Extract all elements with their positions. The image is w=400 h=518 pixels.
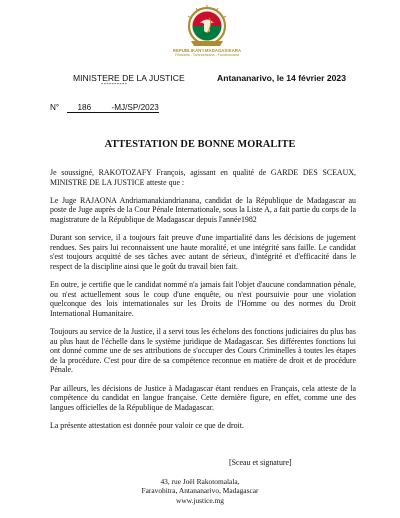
republic-motto: Fitiavana - Tanindrazana - Fandrosoana	[175, 53, 239, 57]
paragraph: Je soussigné, RAKOTOZAFY François, agissant en qualité de GARDE DES SCEAUX, MINISTRE DE LA JUSTICE atteste que :	[50, 168, 356, 187]
paragraph: La présente attestation est donnée pour valoir ce que de droit.	[50, 421, 244, 431]
paragraph: Durant son service, il a toujours fait preuve d'une impartialité dans les décisions de jugement rendues. Ses pairs lui reconnaissent une haute moralité, et une intégrité sans faille. Le candidat s'est toujours acquitté de ses tâches avec autant de sérieux, d'intégrité et d'efficacité dans le respect de la discipline ainsi que le goût du travail bien fait.	[50, 233, 356, 271]
letter-header	[0, 73, 400, 87]
seal-and-signature: [Sceau et signature]	[229, 458, 292, 467]
address-line-1: 43, rue Joël Rakotomalala,	[160, 477, 240, 486]
republic-name: REPUBLIKAN'I MADAGASIKARA	[172, 48, 242, 53]
paragraph: Toujours au service de la Justice, il a servi tous les échelons des fonctions judiciaires du plus bas au plus haut de l'échelle dans le système juridique de Madagascar. Ses différentes fonctions lui ont donné comme une de ses attributions de s'occuper des Cours Criminelles à toutes les étapes de la procédure. C'est pour dire de sa compétence reconnue en matière de droit et de procédure Pénale.	[50, 327, 356, 375]
ministry-underline: ----------	[101, 81, 128, 88]
address-line-2: Faravohitra, Antananarivo, Madagascar	[141, 486, 259, 496]
letter-footer	[0, 477, 400, 505]
reference-prefix: N°	[50, 103, 60, 112]
paragraph: Par ailleurs, les décisions de Justice à Madagascar étant rendues en Français, cela atteste de la compétence du candidat en langue française. Cette dernière figure, en effet, comme une des langues officielles de la République de Madagascar.	[50, 383, 356, 412]
paragraph: En outre, je certifie que le candidat nommé n'a jamais fait l'objet d'aucune condamnation pénale, ou n'est actuellement sous le coup d'une enquête, ou n'est poursuivie pour une violation quelconque des lois internationales sur les Droits de l'Homme ou des normes du Droit International Humanitaire.	[50, 280, 356, 318]
attestation-body	[50, 168, 356, 439]
madagascar-seal-icon	[183, 4, 231, 48]
document-title: ATTESTATION DE BONNE MORALITE	[104, 139, 296, 150]
paragraph: Le Juge RAJAONA Andriamanakiandrianana, candidat de la République de Madagascar au poste de Juge auprès de la Cour Pénale Internationale, sous la Liste A, a fait partie du corps de la magistrature de la République de Madagascar depuis l'année1982	[50, 195, 356, 224]
reference-number	[50, 103, 159, 113]
ministry-name: MINISTERE DE LA JUSTICE	[73, 73, 185, 83]
website-link: www.justice.mg	[176, 495, 224, 505]
republic-emblem	[163, 4, 251, 64]
place-and-date: Antananarivo, le 14 février 2023	[217, 73, 346, 83]
reference-number-value: 186	[67, 103, 111, 113]
reference-suffix: -MJ/SP/2023	[111, 103, 159, 112]
